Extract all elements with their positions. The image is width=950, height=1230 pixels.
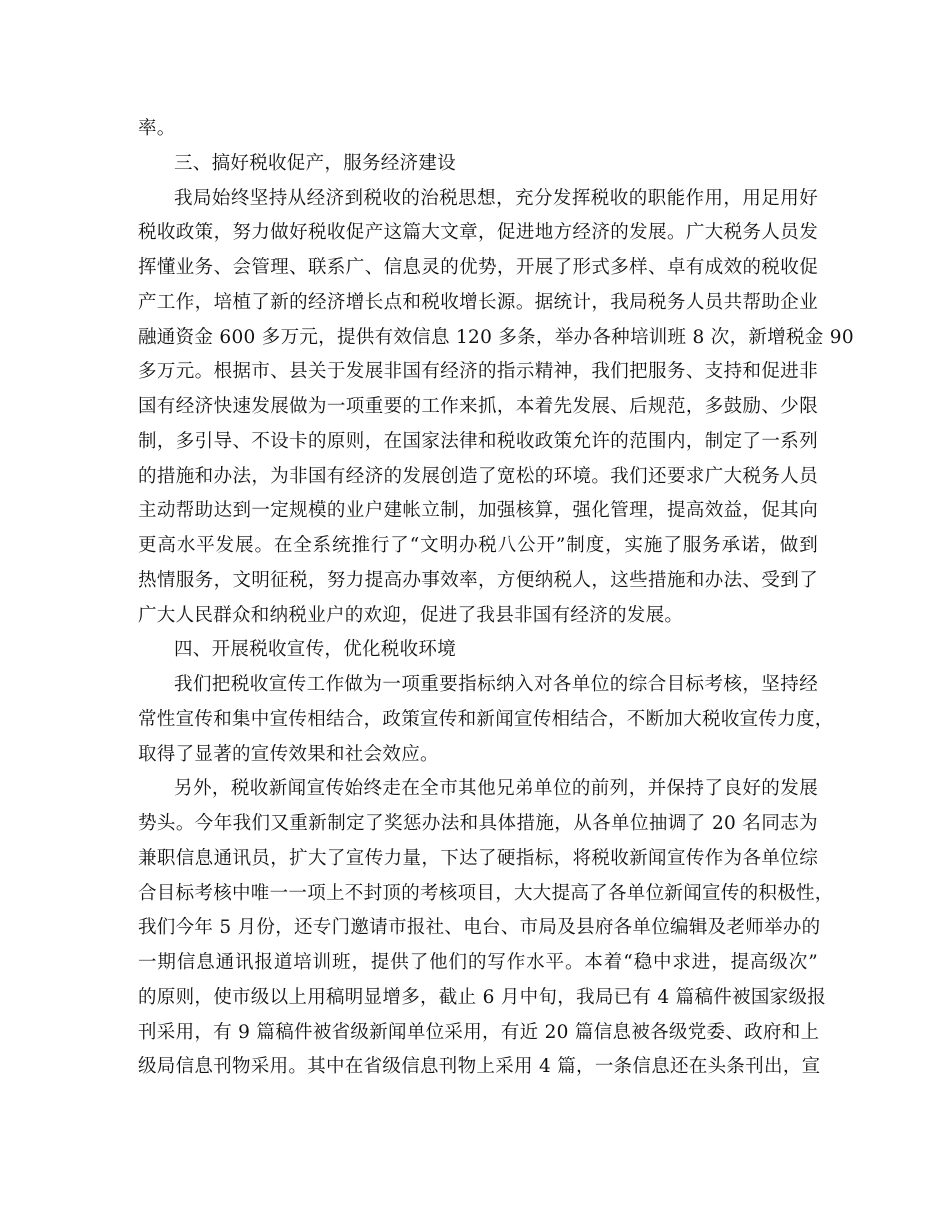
paragraph-line: 合目标考核中唯一一项上不封顶的考核项目，大大提高了各单位新闻宣传的积极性， [138, 882, 834, 904]
paragraph-line: 的原则，使市级以上用稿明显增多，截止 6 月中旬，我局已有 4 篇稿件被国家级报 [138, 986, 827, 1008]
paragraph-line: 主动帮助达到一定规模的业户建帐立制，加强核算，强化管理，提高效益，促其向 [138, 500, 818, 522]
paragraph-line: 挥懂业务、会管理、联系广、信息灵的优势，开展了形式多样、卓有成效的税收促 [138, 257, 818, 278]
paragraph-line: 我局始终坚持从经济到税收的治税思想，充分发挥税收的职能作用，用足用好 [174, 187, 818, 209]
paragraph-line: 势头。今年我们又重新制定了奖惩办法和具体措施，从各单位抽调了 20 名同志为 [138, 813, 818, 834]
paragraph-line: 多万元。根据市、县关于发展非国有经济的指示精神，我们把服务、支持和促进非 [138, 361, 818, 383]
paragraph-line: 一期信息通讯报道培训班，提供了他们的写作水平。本着“稳中求进，提高级次” [138, 952, 818, 973]
paragraph-line: 融通资金 600 多万元，提供有效信息 120 多条，举办各种培训班 8 次，新增税金 90 [138, 326, 854, 348]
paragraph-line: 另外，税收新闻宣传始终走在全市其他兄弟单位的前列，并保持了良好的发展 [174, 778, 818, 800]
paragraph-line: 的措施和办法，为非国有经济的发展创造了宽松的环境。我们还要求广大税务人员 [138, 465, 818, 487]
paragraph-line: 兼职信息通讯员，扩大了宣传力量，下达了硬指标，将税收新闻宣传作为各单位综 [138, 847, 818, 869]
paragraph-line: 取得了显著的宣传效果和社会效应。 [138, 743, 439, 765]
paragraph-line: 刊采用，有 9 篇稿件被省级新闻单位采用，有近 20 篇信息被各级党委、政府和上 [138, 1021, 820, 1043]
paragraph-line: 更高水平发展。在全系统推行了“文明办税八公开”制度，实施了服务承诺，做到 [138, 535, 818, 556]
body-text [138, 112, 854, 1085]
paragraph-line: 我们把税收宣传工作做为一项重要指标纳入对各单位的综合目标考核，坚持经 [174, 674, 818, 695]
paragraph-line: 常性宣传和集中宣传相结合，政策宣传和新闻宣传相结合，不断加大税收宣传力度， [138, 708, 834, 730]
paragraph-line: 率。 [138, 118, 176, 139]
paragraph-line: 热情服务，文明征税，努力提高办事效率，方便纳税人，这些措施和办法、受到了 [138, 569, 818, 591]
paragraph-line: 税收政策，努力做好税收促产这篇大文章，促进地方经济的发展。广大税务人员发 [138, 222, 818, 244]
paragraph-line: 我们今年 5 月份，还专门邀请市报社、电台、市局及县府各单位编辑及老师举办的 [138, 917, 821, 939]
paragraph-line: 级局信息刊物采用。其中在省级信息刊物上采用 4 篇，一条信息还在头条刊出，宣 [138, 1056, 821, 1078]
section-heading: 四、开展税收宣传，优化税收环境 [174, 639, 457, 661]
paragraph-line: 制，多引导、不设卡的原则，在国家法律和税收政策允许的范围内，制定了一系列 [138, 430, 818, 452]
paragraph-line: 产工作，培植了新的经济增长点和税收增长源。据统计，我局税务人员共帮助企业 [138, 291, 818, 313]
section-heading: 三、搞好税收促产，服务经济建设 [174, 152, 457, 174]
paragraph-line: 国有经济快速发展做为一项重要的工作来抓，本着先发展、后规范，多鼓励、少限 [138, 396, 818, 417]
paragraph-line: 广大人民群众和纳税业户的欢迎，促进了我县非国有经济的发展。 [138, 604, 684, 626]
